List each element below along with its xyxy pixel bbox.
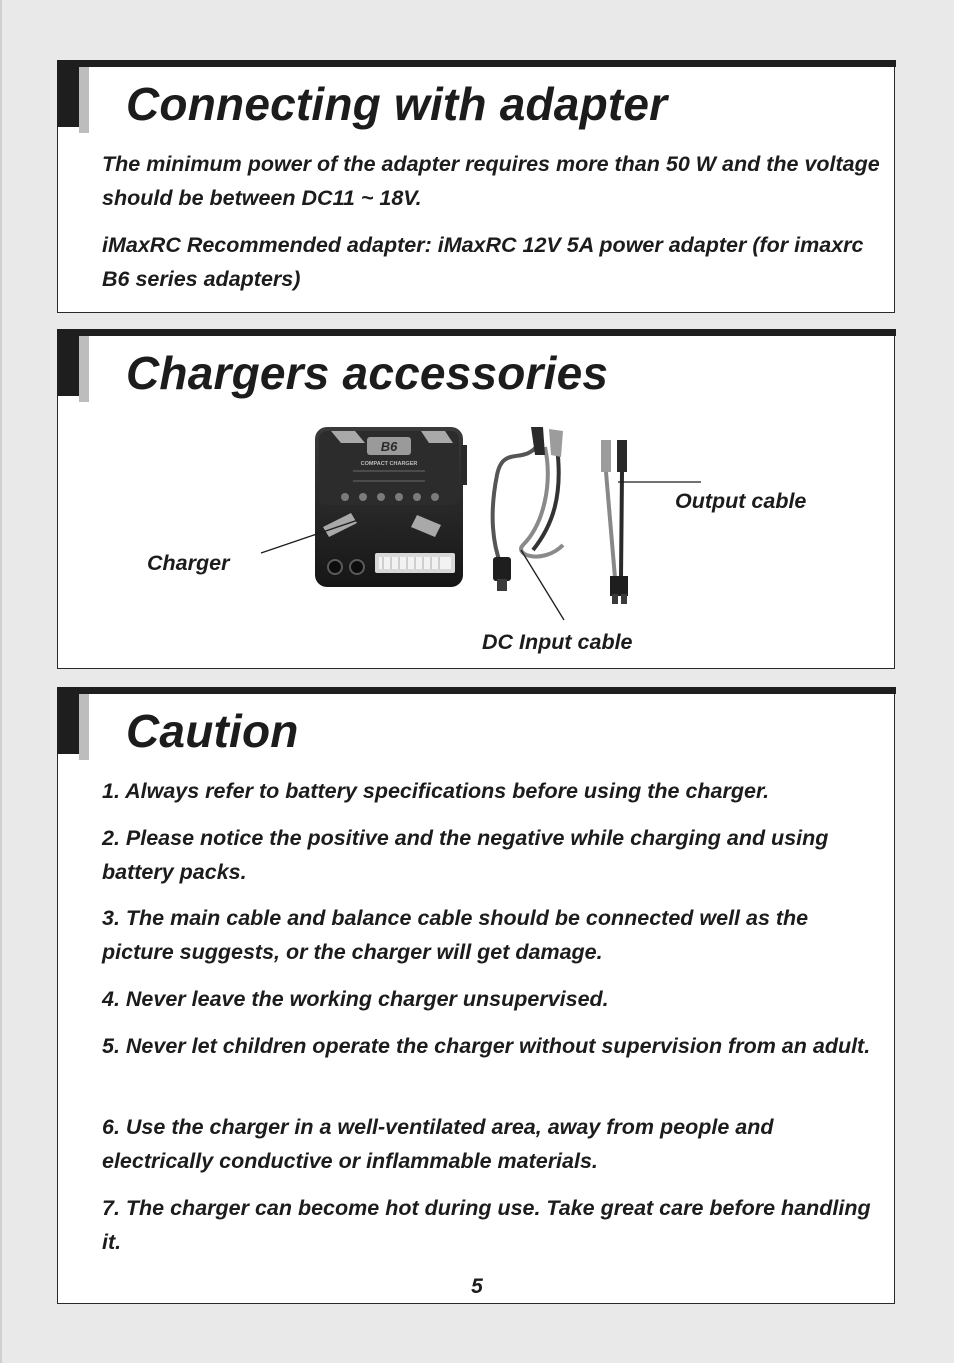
charger-logo-text: B6 [380, 439, 398, 454]
output-cable-label: Output cable [675, 489, 807, 513]
caution-item: 5. Never let children operate the charger without supervision from an adult. [102, 1034, 871, 1058]
caution-item: 4. Never leave the working charger unsupervised. [102, 987, 609, 1011]
paragraph: The minimum power of the adapter requires more than 50 W and the voltage should be between DC11 ~ 18V. [102, 152, 880, 210]
section-header-bar [57, 60, 896, 67]
caution-item: 1. Always refer to battery specifications before using the charger. [102, 779, 770, 803]
section-tab-marker [57, 61, 79, 127]
paragraph: iMaxRC Recommended adapter: iMaxRC 12V 5A power adapter (for imaxrc B6 series adapters) [102, 233, 864, 291]
section-title: Connecting with adapter [126, 78, 668, 130]
section-title: Chargers accessories [126, 347, 609, 399]
section-header-bar [57, 687, 896, 694]
charger-label: Charger [147, 551, 230, 575]
page-number: 5 [471, 1275, 483, 1298]
caution-item: 6. Use the charger in a well-ventilated area, away from people and electrically conductive or inflammable materials. [102, 1115, 774, 1173]
charger-name-text: COMPACT CHARGER [360, 461, 418, 467]
section-tab-marker [57, 688, 79, 754]
section-connecting-with-adapter [57, 60, 895, 313]
section-chargers-accessories [57, 329, 895, 669]
caution-item: 2. Please notice the positive and the negative while charging and using battery packs. [102, 826, 829, 884]
section-title: Caution [126, 705, 299, 757]
caution-item: 7. The charger can become hot during use. Take great care before handling it. [102, 1196, 871, 1254]
page-edge [0, 0, 2, 1363]
caution-item: 3. The main cable and balance cable should be connected well as the picture suggests, or the charger will get damage. [102, 906, 809, 964]
section-caution [57, 687, 895, 1304]
section-tab-shadow [79, 694, 89, 760]
dc-input-cable-label: DC Input cable [482, 630, 633, 654]
section-tab-shadow [79, 67, 89, 133]
